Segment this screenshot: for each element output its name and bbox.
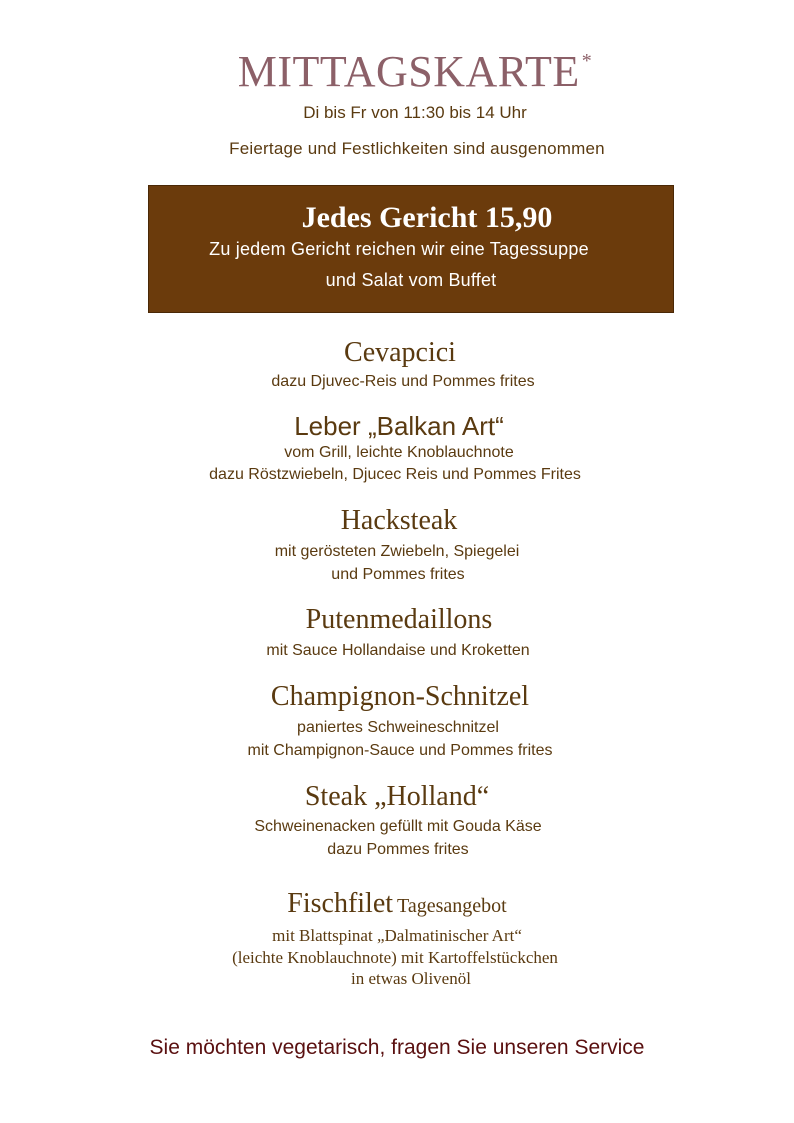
dish-title-hacksteak: Hacksteak (340, 505, 458, 536)
page-title (0, 46, 794, 97)
price-box-line-1: Zu jedem Gericht reichen wir eine Tagessuppe (209, 239, 589, 259)
title-asterisk: * (581, 50, 593, 72)
dish-desc-champignon-schnitzel-2: mit Champignon-Sauce und Pommes frites (247, 742, 553, 759)
dish-title-champignon-schnitzel: Champignon-Schnitzel (270, 681, 530, 712)
opening-hours: Di bis Fr von 11:30 bis 14 Uhr (303, 103, 527, 122)
dish-desc-putenmedaillons: mit Sauce Hollandaise und Kroketten (266, 642, 530, 659)
dish-title-steak-holland: Steak „Holland“ (304, 781, 490, 812)
dish-desc-steak-holland-2: dazu Pommes frites (327, 841, 469, 858)
dish-desc-fischfilet-3: in etwas Olivenöl (351, 969, 471, 988)
holiday-note: Feiertage und Festlichkeiten sind ausgenommen (229, 139, 605, 158)
dish-title-fischfilet (0, 888, 794, 920)
dish-desc-cevapcici: dazu Djuvec-Reis und Pommes frites (271, 373, 535, 390)
price-headline: Jedes Gericht 15,90 (301, 201, 553, 234)
price-box-line-2: und Salat vom Buffet (325, 270, 497, 290)
dish-desc-champignon-schnitzel-1: paniertes Schweineschnitzel (297, 719, 499, 736)
dish-subtitle-fischfilet: Tagesangebot (397, 895, 507, 917)
dish-title-leber: Leber „Balkan Art“ (294, 411, 504, 441)
dish-title-putenmedaillons: Putenmedaillons (305, 604, 493, 635)
price-box (148, 185, 674, 313)
vegetarian-note: Sie möchten vegetarisch, fragen Sie unseren Service (149, 1036, 645, 1059)
dish-desc-leber-1: vom Grill, leichte Knoblauchnote (284, 444, 514, 461)
dish-desc-leber-2: dazu Röstzwiebeln, Djucec Reis und Pommes Frites (209, 466, 581, 483)
title-text: MITTAGSKARTE (237, 47, 580, 96)
dish-desc-hacksteak-2: und Pommes frites (331, 566, 465, 583)
dish-desc-fischfilet-1: mit Blattspinat „Dalmatinischer Art“ (272, 926, 522, 945)
dish-desc-fischfilet-2: (leichte Knoblauchnote) mit Kartoffelstückchen (232, 948, 558, 967)
dish-desc-hacksteak-1: mit gerösteten Zwiebeln, Spiegelei (274, 543, 520, 560)
dish-title-cevapcici: Cevapcici (344, 337, 456, 368)
dish-desc-steak-holland-1: Schweinenacken gefüllt mit Gouda Käse (254, 818, 542, 835)
dish-title-fischfilet-text: Fischfilet (287, 888, 394, 919)
